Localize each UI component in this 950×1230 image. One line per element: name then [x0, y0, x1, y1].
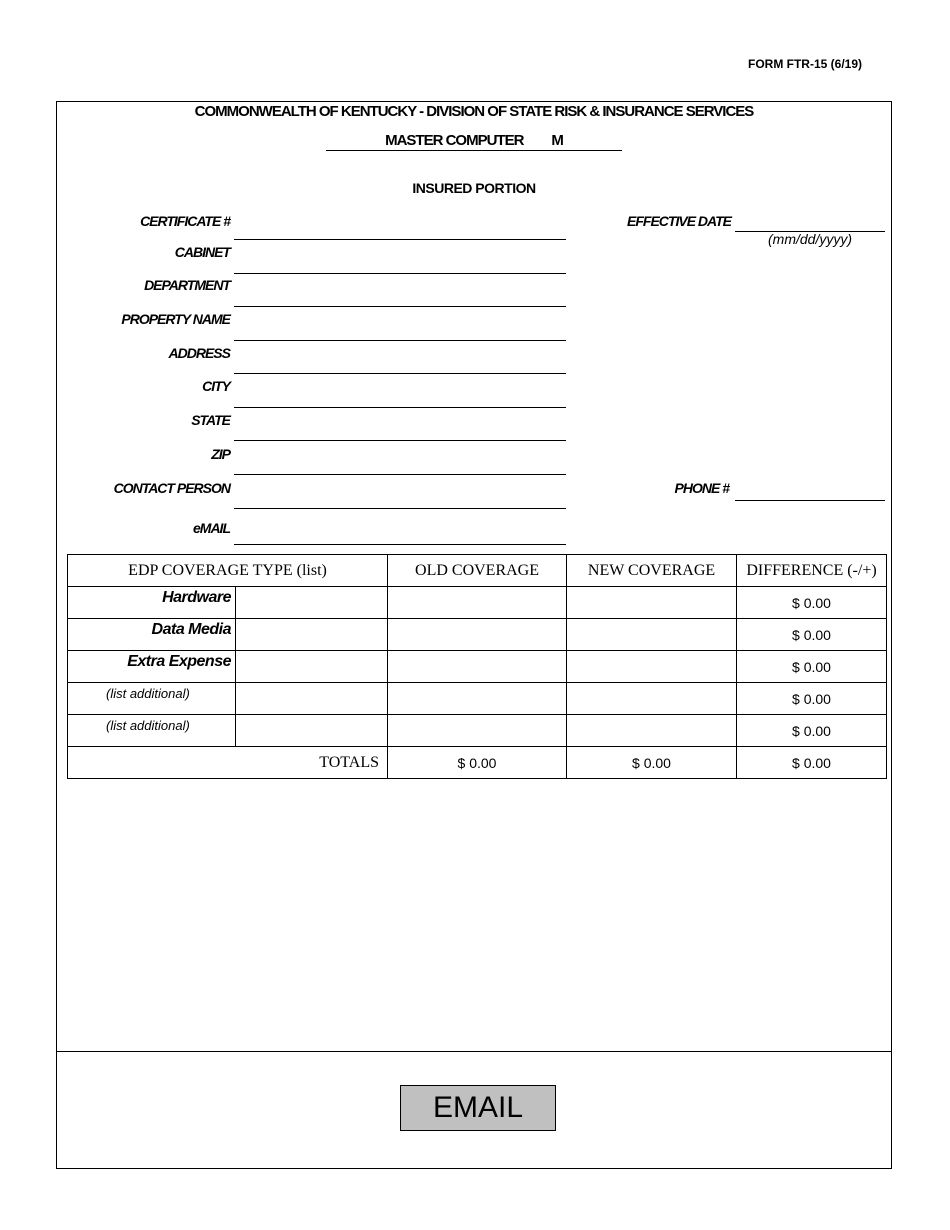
totals-label: TOTALS [68, 747, 388, 779]
department-field[interactable] [234, 306, 566, 307]
cabinet-field[interactable] [234, 273, 566, 274]
total-old-coverage: $ 0.00 [388, 747, 567, 779]
certificate-field[interactable] [234, 239, 566, 240]
form-id: FORM FTR-15 (6/19) [747, 57, 862, 71]
old-coverage-cell[interactable] [388, 683, 567, 715]
state-label: STATE [191, 412, 230, 428]
section-title: INSURED PORTION [412, 180, 536, 196]
type-cell[interactable] [236, 619, 388, 651]
table-row [68, 619, 887, 651]
property-name-label: PROPERTY NAME [121, 311, 230, 327]
difference-cell: $ 0.00 [737, 651, 887, 683]
totals-row [68, 747, 887, 779]
total-difference: $ 0.00 [737, 747, 887, 779]
new-coverage-cell[interactable] [567, 651, 737, 683]
row-label[interactable]: (list additional) [68, 683, 236, 715]
cabinet-label: CABINET [174, 244, 230, 260]
new-coverage-cell[interactable] [567, 619, 737, 651]
new-coverage-cell[interactable] [567, 715, 737, 747]
difference-cell: $ 0.00 [737, 715, 887, 747]
old-coverage-cell[interactable] [388, 619, 567, 651]
header-old-coverage: OLD COVERAGE [388, 555, 567, 587]
difference-cell: $ 0.00 [737, 683, 887, 715]
difference-cell: $ 0.00 [737, 619, 887, 651]
contact-person-field[interactable] [234, 508, 566, 509]
address-field[interactable] [234, 373, 566, 374]
type-cell[interactable] [236, 715, 388, 747]
row-label: Data Media [68, 619, 236, 651]
total-new-coverage: $ 0.00 [567, 747, 737, 779]
address-label: ADDRESS [168, 345, 230, 361]
certificate-label: CERTIFICATE # [140, 213, 230, 229]
state-field[interactable] [234, 440, 566, 441]
new-coverage-cell[interactable] [567, 683, 737, 715]
row-label: Extra Expense [68, 651, 236, 683]
table-header-row [68, 555, 887, 587]
header-coverage-type: EDP COVERAGE TYPE (list) [68, 555, 388, 587]
table-row [68, 651, 887, 683]
city-label: CITY [202, 378, 230, 394]
date-format-hint: (mm/dd/yyyy) [768, 231, 852, 247]
zip-label: ZIP [211, 446, 230, 462]
city-field[interactable] [234, 407, 566, 408]
contact-person-label: CONTACT PERSON [113, 480, 230, 496]
type-cell[interactable] [236, 587, 388, 619]
form-title: COMMONWEALTH OF KENTUCKY - DIVISION OF STATE RISK & INSURANCE SERVICES [194, 103, 754, 120]
row-label: Hardware [68, 587, 236, 619]
email-button[interactable]: EMAIL [400, 1085, 556, 1131]
property-name-field[interactable] [234, 340, 566, 341]
phone-label: PHONE # [674, 480, 729, 496]
table-row [68, 587, 887, 619]
effective-date-label: EFFECTIVE DATE [627, 213, 731, 229]
old-coverage-cell[interactable] [388, 715, 567, 747]
row-label[interactable]: (list additional) [68, 715, 236, 747]
old-coverage-cell[interactable] [388, 587, 567, 619]
footer-divider [56, 1051, 892, 1052]
form-subtitle [326, 132, 622, 151]
new-coverage-cell[interactable] [567, 587, 737, 619]
old-coverage-cell[interactable] [388, 651, 567, 683]
subtitle-right: M [551, 132, 563, 149]
zip-field[interactable] [234, 474, 566, 475]
subtitle-left: MASTER COMPUTER [385, 132, 524, 149]
department-label: DEPARTMENT [144, 277, 230, 293]
table-row [68, 683, 887, 715]
table-row [68, 715, 887, 747]
coverage-table [67, 554, 887, 779]
type-cell[interactable] [236, 651, 388, 683]
header-difference: DIFFERENCE (-/+) [737, 555, 887, 587]
header-new-coverage: NEW COVERAGE [567, 555, 737, 587]
difference-cell: $ 0.00 [737, 587, 887, 619]
email-field[interactable] [234, 544, 566, 545]
phone-field[interactable] [735, 500, 885, 501]
type-cell[interactable] [236, 683, 388, 715]
email-label: eMAIL [193, 520, 230, 536]
